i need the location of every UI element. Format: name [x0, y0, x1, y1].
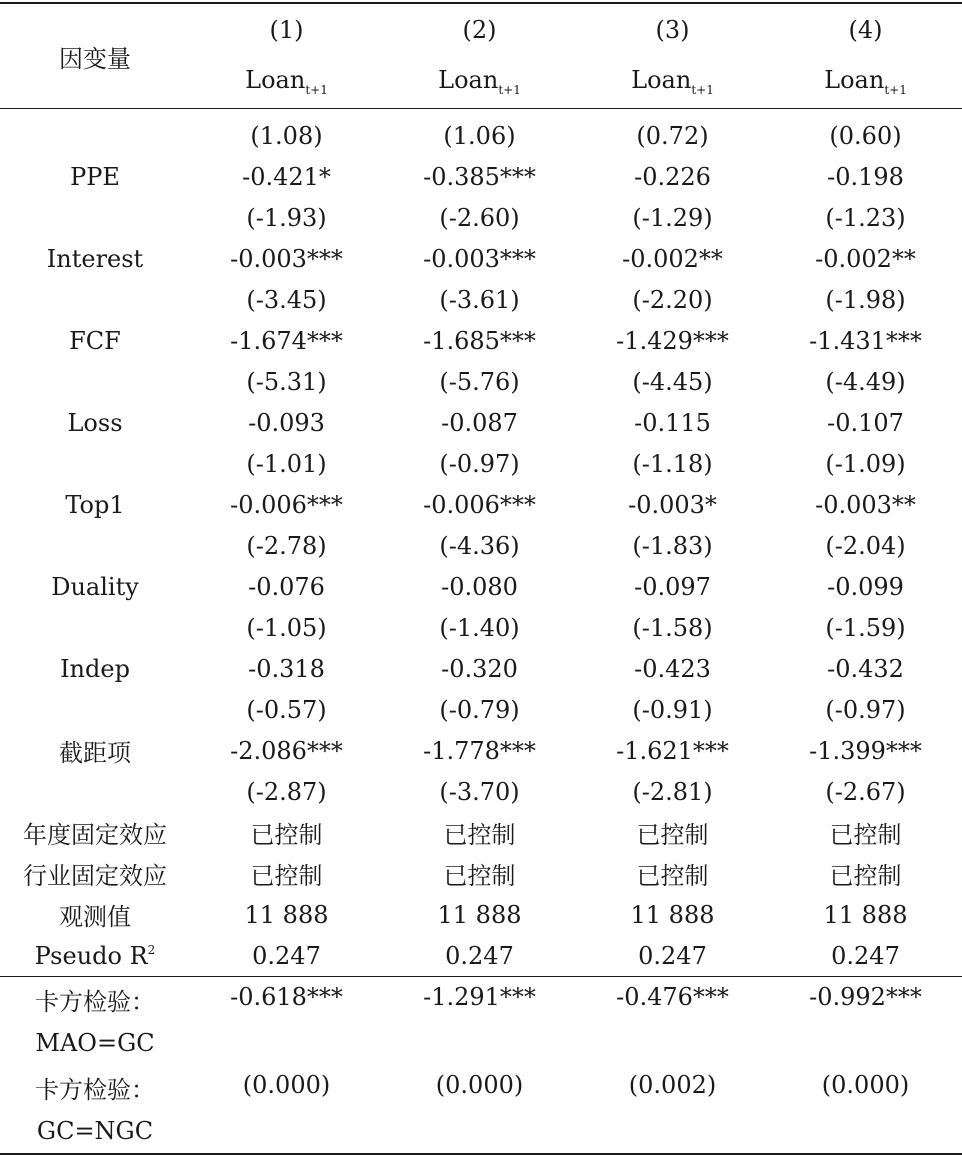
table-row [0, 771, 962, 812]
table-row [0, 853, 962, 894]
table-cell: (0.000) [769, 1065, 962, 1154]
table-cell: (-5.76) [439, 367, 520, 396]
table-cell: -0.198 [827, 162, 904, 191]
table-cell: (-3.61) [439, 285, 520, 314]
regression-table [0, 2, 962, 1155]
table-cell: 0.247 [831, 941, 900, 970]
table-cell: -0.002** [815, 244, 916, 273]
table-cell: (1.06) [443, 121, 516, 150]
table-cell: 已控制 [250, 862, 323, 890]
table-row [0, 238, 962, 279]
table-row [0, 279, 962, 320]
table-cell: -0.992*** [769, 977, 962, 1066]
table-cell: 已控制 [443, 821, 516, 849]
row-label: 卡方检验： [35, 1075, 155, 1104]
table-row [0, 894, 962, 935]
table-cell: 11 888 [244, 900, 329, 929]
table-cell: (0.000) [190, 1065, 383, 1154]
table-cell: -0.476*** [576, 977, 769, 1066]
row-label [0, 443, 190, 484]
row-label [0, 771, 190, 812]
table-cell: 0.247 [445, 941, 514, 970]
table-cell: 0.247 [638, 941, 707, 970]
row-label: 卡方检验： [0, 977, 190, 1022]
table-row [0, 689, 962, 730]
column-dependent-variable: Loan$_{t+1}$ [769, 55, 962, 109]
table-cell: -0.097 [634, 572, 711, 601]
table-cell: (-1.18) [632, 449, 713, 478]
column-dependent-variable: Loan$_{t+1}$ [190, 55, 383, 109]
table-row [0, 361, 962, 402]
row-label: PPE [70, 162, 120, 191]
table-cell: -0.080 [441, 572, 518, 601]
table-cell: (-1.05) [246, 613, 327, 642]
table-cell: (1.08) [250, 121, 323, 150]
table-cell: (-1.23) [825, 203, 906, 232]
row-label: Pseudo $R^2$ [34, 941, 156, 970]
table-cell: (-4.49) [825, 367, 906, 396]
column-dependent-variable: Loan$_{t+1}$ [576, 55, 769, 109]
table-cell: 已控制 [636, 862, 709, 890]
table-cell: (-1.83) [632, 531, 713, 560]
row-label: Interest [46, 244, 144, 273]
table-cell: -1.685*** [423, 326, 536, 355]
table-cell: -0.423 [634, 654, 711, 683]
table-row [0, 730, 962, 771]
table-row [0, 156, 962, 197]
table-row [0, 525, 962, 566]
table-cell: -0.107 [827, 408, 904, 437]
table-cell: -1.778*** [423, 736, 536, 765]
table-cell: -0.003* [628, 490, 717, 519]
row-label: MAO=GC [35, 1029, 155, 1057]
table-cell: (-2.87) [246, 777, 327, 806]
table-cell: (-1.98) [825, 285, 906, 314]
table-cell: 0.247 [252, 941, 321, 970]
table-row [0, 320, 962, 361]
table-cell: 已控制 [250, 821, 323, 849]
table-cell: (-2.78) [246, 531, 327, 560]
table-cell: (0.60) [829, 121, 902, 150]
table-cell: -1.291*** [383, 977, 576, 1066]
row-label [0, 197, 190, 238]
table-cell: (-4.45) [632, 367, 713, 396]
row-label [0, 607, 190, 648]
table-cell: -1.399*** [809, 736, 922, 765]
table-cell: (-1.59) [825, 613, 906, 642]
table-cell: 已控制 [829, 821, 902, 849]
column-number: (4) [769, 3, 962, 55]
table-cell: -0.002** [622, 244, 723, 273]
table-row-chi-test [0, 1065, 962, 1109]
row-label [0, 525, 190, 566]
table-cell: -0.006*** [423, 490, 536, 519]
table-cell: 11 888 [437, 900, 522, 929]
table-cell: -2.086*** [230, 736, 343, 765]
table-row [0, 484, 962, 525]
table-body [0, 109, 962, 1155]
column-number: (1) [190, 3, 383, 55]
table-cell: (-1.09) [825, 449, 906, 478]
table-row [0, 115, 962, 156]
table-cell: (-1.58) [632, 613, 713, 642]
table-row [0, 566, 962, 607]
table-cell: (-2.81) [632, 777, 713, 806]
row-label: Duality [51, 572, 139, 601]
row-label: 观测值 [59, 903, 131, 931]
row-label: 年度固定效应 [23, 821, 167, 849]
column-number: (2) [383, 3, 576, 55]
table-cell: (-1.93) [246, 203, 327, 232]
row-label: GC=NGC [0, 1109, 190, 1154]
table-cell: 11 888 [630, 900, 715, 929]
table-cell: (-2.20) [632, 285, 713, 314]
row-label: Indep [60, 654, 130, 683]
table-cell: -0.099 [827, 572, 904, 601]
table-cell: -1.429*** [616, 326, 729, 355]
table-cell: -0.318 [248, 654, 325, 683]
column-number: (3) [576, 3, 769, 55]
table-cell: -0.003*** [423, 244, 536, 273]
table-cell: -0.320 [441, 654, 518, 683]
table-cell: (-3.70) [439, 777, 520, 806]
table-cell: 已控制 [443, 862, 516, 890]
table-cell: -0.432 [827, 654, 904, 683]
row-label [0, 689, 190, 730]
table-cell: -1.621*** [616, 736, 729, 765]
row-label: 行业固定效应 [23, 862, 167, 890]
table-row [0, 648, 962, 689]
table-cell: (-0.97) [825, 695, 906, 724]
table-row-pseudo-r2 [0, 935, 962, 977]
row-label: 截距项 [59, 739, 131, 767]
table-cell: -0.076 [248, 572, 325, 601]
table-cell: -1.431*** [809, 326, 922, 355]
header-row-columns [0, 3, 962, 55]
table-row [0, 443, 962, 484]
table-row [0, 812, 962, 853]
table-cell: (-4.36) [439, 531, 520, 560]
row-label [0, 361, 190, 402]
table-cell: (-1.29) [632, 203, 713, 232]
table-cell: (0.002) [576, 1065, 769, 1154]
table-row [0, 402, 962, 443]
table-row [0, 197, 962, 238]
table-cell: -0.093 [248, 408, 325, 437]
table-cell: (-1.40) [439, 613, 520, 642]
table-cell: -0.385*** [423, 162, 536, 191]
table-cell: -0.618*** [190, 977, 383, 1066]
table-cell: -1.674*** [230, 326, 343, 355]
row-label [0, 279, 190, 320]
table-cell: 11 888 [823, 900, 908, 929]
table-cell: -0.006*** [230, 490, 343, 519]
table-cell: (-2.04) [825, 531, 906, 560]
table-cell: 已控制 [636, 821, 709, 849]
row-label [0, 115, 190, 156]
table-cell: -0.226 [634, 162, 711, 191]
table-cell: (-5.31) [246, 367, 327, 396]
table-cell: (0.72) [636, 121, 709, 150]
table-cell: (-0.57) [246, 695, 327, 724]
table-cell: (-0.91) [632, 695, 713, 724]
table-row [0, 607, 962, 648]
table-row-chi-test [0, 977, 962, 1022]
table-cell: (0.000) [383, 1065, 576, 1154]
table-cell: -0.087 [441, 408, 518, 437]
table-cell: 已控制 [829, 862, 902, 890]
table-cell: (-2.67) [825, 777, 906, 806]
table-cell: -0.421* [242, 162, 331, 191]
row-label: FCF [69, 326, 121, 355]
row-label: Top1 [65, 490, 125, 519]
table-cell: (-0.79) [439, 695, 520, 724]
row-label: Loss [67, 408, 123, 437]
table-cell: -0.003*** [230, 244, 343, 273]
table-cell: (-0.97) [439, 449, 520, 478]
table-cell: -0.115 [634, 408, 711, 437]
table-cell: (-3.45) [246, 285, 327, 314]
table-cell: -0.003** [815, 490, 916, 519]
dependent-variable-label: 因变量 [0, 3, 190, 109]
table-cell: (-1.01) [246, 449, 327, 478]
column-dependent-variable: Loan$_{t+1}$ [383, 55, 576, 109]
table-cell: (-2.60) [439, 203, 520, 232]
